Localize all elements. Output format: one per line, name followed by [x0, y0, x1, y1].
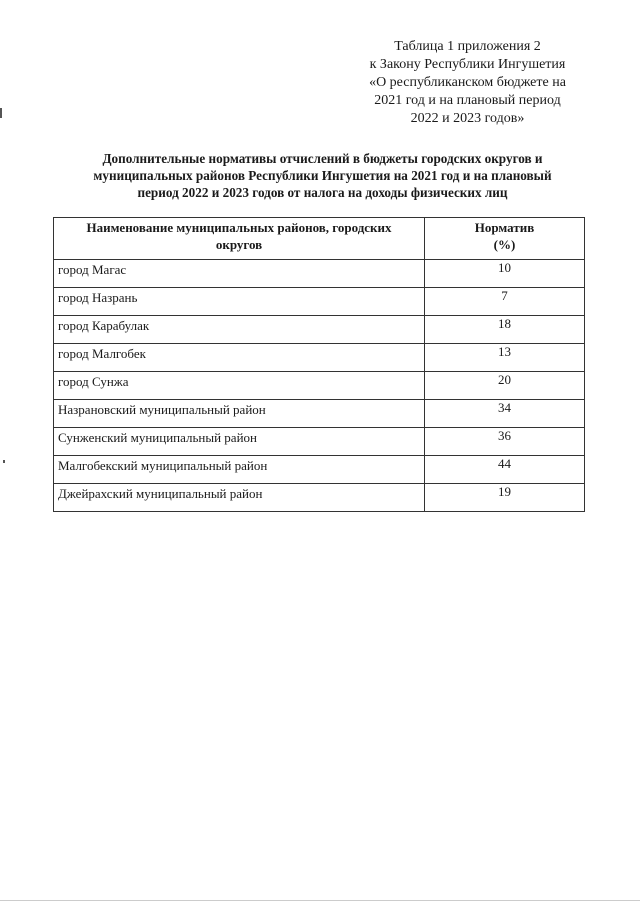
row-name: Сунженский муниципальный район	[54, 428, 425, 456]
title-line: период 2022 и 2023 годов от налога на доходы физических лиц	[137, 185, 508, 200]
header-name-column	[54, 218, 425, 260]
row-value: 13	[425, 344, 585, 372]
row-value: 10	[425, 260, 585, 288]
table-row	[54, 428, 585, 456]
table-row	[54, 400, 585, 428]
row-value: 20	[425, 372, 585, 400]
document-title	[55, 150, 590, 201]
title-line: муниципальных районов Республики Ингушетия на 2021 год и на плановый	[93, 168, 552, 183]
appendix-line: к Закону Республики Ингушетия	[369, 57, 566, 72]
table-row	[54, 372, 585, 400]
header-value-line: Норматив	[474, 220, 535, 235]
appendix-line: «О республиканском бюджете на	[369, 75, 566, 90]
appendix-line: Таблица 1 приложения 2	[394, 39, 541, 54]
row-value: 7	[425, 288, 585, 316]
table-row	[54, 344, 585, 372]
header-value-column	[425, 218, 585, 260]
scan-artifact	[0, 900, 640, 901]
row-name: Назрановский муниципальный район	[54, 400, 425, 428]
row-name: город Малгобек	[54, 344, 425, 372]
table-row	[54, 260, 585, 288]
row-value: 36	[425, 428, 585, 456]
table-body	[54, 260, 585, 512]
row-name: город Сунжа	[54, 372, 425, 400]
row-name: город Магас	[54, 260, 425, 288]
table-row	[54, 288, 585, 316]
appendix-reference	[345, 38, 590, 128]
header-value-line: (%)	[493, 237, 516, 252]
row-value: 18	[425, 316, 585, 344]
row-value: 19	[425, 484, 585, 512]
norms-table	[53, 217, 585, 512]
header-name-line: округов	[215, 237, 263, 252]
table-row	[54, 316, 585, 344]
appendix-line: 2022 и 2023 годов»	[410, 111, 525, 126]
header-name-line: Наименование муниципальных районов, городских	[86, 220, 392, 235]
row-value: 44	[425, 456, 585, 484]
scan-artifact	[0, 108, 2, 118]
header-row	[54, 218, 585, 260]
appendix-line: 2021 год и на плановый период	[374, 93, 561, 108]
row-value: 34	[425, 400, 585, 428]
title-line: Дополнительные нормативы отчислений в бюджеты городских округов и	[102, 151, 543, 166]
table-row	[54, 456, 585, 484]
row-name: Джейрахский муниципальный район	[54, 484, 425, 512]
row-name: Малгобекский муниципальный район	[54, 456, 425, 484]
table-row	[54, 484, 585, 512]
table-header	[54, 218, 585, 260]
row-name: город Карабулак	[54, 316, 425, 344]
scan-artifact	[3, 460, 5, 463]
row-name: город Назрань	[54, 288, 425, 316]
